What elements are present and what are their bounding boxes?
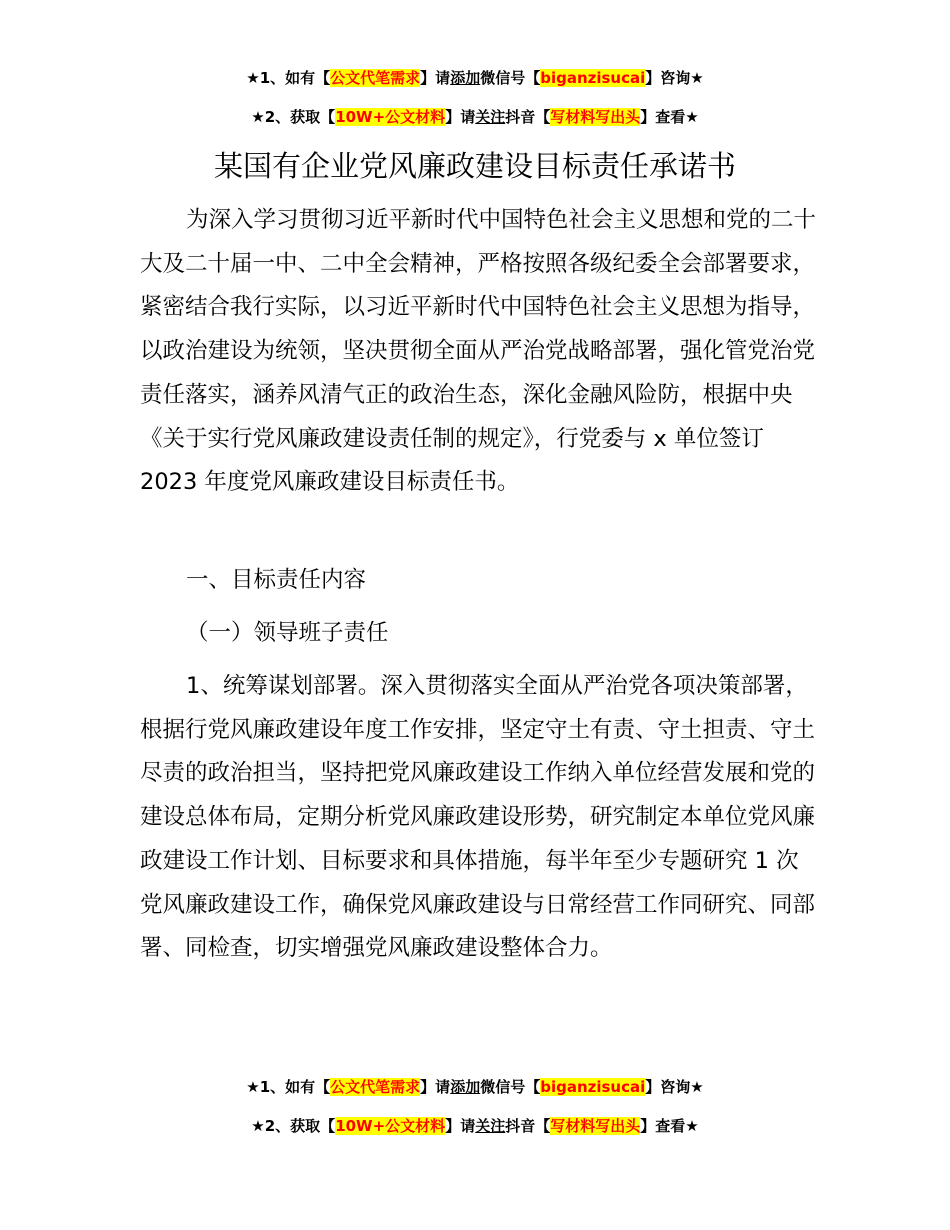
banner-text: ★2、获取【 bbox=[251, 1117, 336, 1135]
document-title: 某国有企业党风廉政建设目标责任承诺书 bbox=[213, 149, 736, 183]
banner-text: 】咨询★ bbox=[645, 69, 704, 87]
banner-text: 微信号【 bbox=[480, 1078, 541, 1096]
banner-text: ★1、如有【 bbox=[246, 1078, 331, 1096]
highlight-wechat-id: biganzisucai bbox=[540, 69, 646, 87]
highlight-materials: 10W+公文材料 bbox=[335, 1117, 446, 1135]
promo-banner-bottom-line-2 bbox=[0, 1116, 950, 1136]
underlined-text: 添加 bbox=[450, 69, 481, 87]
banner-text: 】请 bbox=[445, 1117, 476, 1135]
highlight-wechat-id: biganzisucai bbox=[540, 1078, 646, 1096]
highlight-materials: 10W+公文材料 bbox=[335, 108, 446, 126]
item-1-paragraph: 1、统筹谋划部署。深入贯彻落实全面从严治党各项决策部署，根据行党风廉政建设年度工作安排，坚定守土有责、守土担责、守土尽责的政治担当，坚持把党风廉政建设工作纳入单位经营发展和党的建设总体布局，定期分析党风廉政建设形势，研究制定本单位党风廉政建设工作计划、目标要求和具体措施，每半年至少专题研究 1 次党风廉政建设工作，确保党风廉政建设与日常经营工作同研究、同部署、同检查，切实增强党风廉政建设整体合力。 bbox=[140, 673, 816, 962]
section-heading-1: 一、目标责任内容 bbox=[186, 567, 367, 593]
banner-text: ★2、获取【 bbox=[251, 108, 336, 126]
banner-text: 】请 bbox=[420, 69, 451, 87]
highlight-service: 公文代笔需求 bbox=[330, 69, 421, 87]
highlight-service: 公文代笔需求 bbox=[330, 1078, 421, 1096]
banner-text: 抖音【 bbox=[505, 108, 551, 126]
intro-paragraph: 为深入学习贯彻习近平新时代中国特色社会主义思想和党的二十大及二十届一中、二中全会精神，严格按照各级纪委全会部署要求，紧密结合我行实际，以习近平新时代中国特色社会主义思想为指导，以政治建设为统领，坚决贯彻全面从严治党战略部署，强化管党治党责任落实，涵养风清气正的政治生态，深化金融风险防，根据中央《关于实行党风廉政建设责任制的规定》，行党委与 x 单位签订 2023 年度党风廉政建设目标责任书。 bbox=[140, 207, 817, 496]
subsection-heading-1: （一）领导班子责任 bbox=[186, 620, 389, 646]
banner-text: 】咨询★ bbox=[645, 1078, 704, 1096]
highlight-douyin-id: 写材料写出头 bbox=[550, 108, 641, 126]
banner-text: 】请 bbox=[420, 1078, 451, 1096]
underlined-text: 关注 bbox=[475, 1117, 506, 1135]
highlight-douyin-id: 写材料写出头 bbox=[550, 1117, 641, 1135]
banner-text: 】请 bbox=[445, 108, 476, 126]
banner-text: 抖音【 bbox=[505, 1117, 551, 1135]
banner-text: 微信号【 bbox=[480, 69, 541, 87]
banner-text: ★1、如有【 bbox=[246, 69, 331, 87]
promo-banner-top-line-1 bbox=[0, 68, 950, 88]
underlined-text: 关注 bbox=[475, 108, 506, 126]
promo-banner-top-line-2 bbox=[0, 107, 950, 127]
promo-banner-bottom-line-1 bbox=[0, 1077, 950, 1097]
banner-text: 】查看★ bbox=[640, 108, 699, 126]
banner-text: 】查看★ bbox=[640, 1117, 699, 1135]
underlined-text: 添加 bbox=[450, 1078, 481, 1096]
